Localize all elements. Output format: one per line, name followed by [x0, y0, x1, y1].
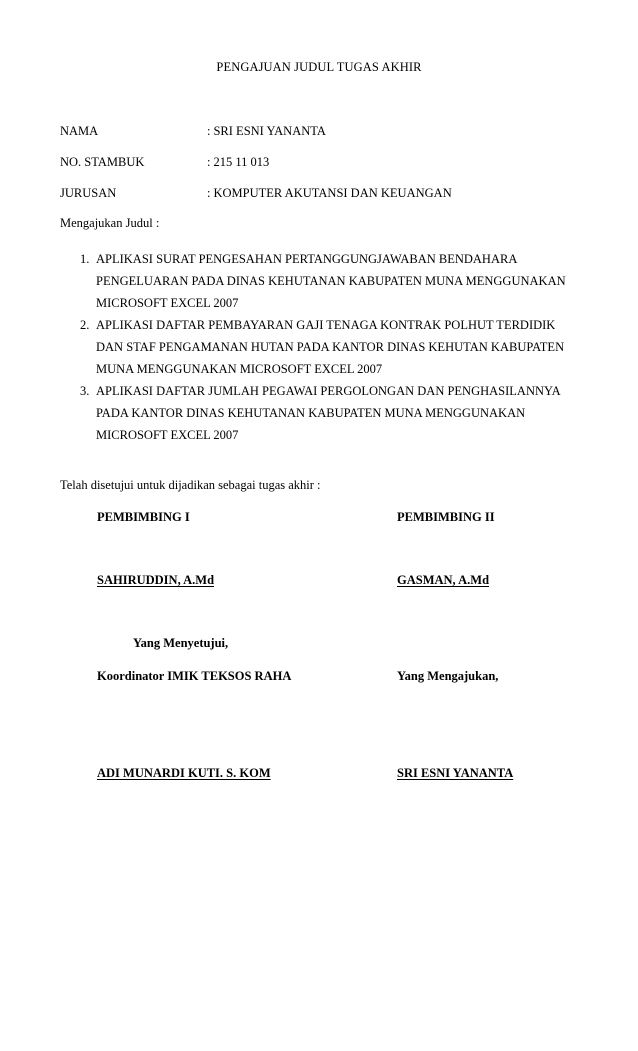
koordinator-name: ADI MUNARDI KUTI. S. KOM [97, 766, 271, 780]
list-line: MICROSOFT EXCEL 2007 [96, 428, 239, 442]
pembimbing-2-name: GASMAN, A.Md [397, 573, 490, 587]
list-item [60, 248, 580, 314]
field-value-nama [207, 124, 326, 139]
list-line: DAN STAF PENGAMANAN HUTAN PADA KANTOR DINAS KEHUTAN KABUPATEN [96, 340, 565, 354]
list-line: MICROSOFT EXCEL 2007 [96, 296, 239, 310]
pembimbing-1-role: PEMBIMBING I [97, 510, 190, 524]
koordinator-role: Koordinator IMIK TEKSOS RAHA [97, 669, 292, 683]
approval-text: Telah disetujui untuk dijadikan sebagai tugas akhir : [60, 478, 321, 492]
colon: : [207, 124, 211, 138]
approver-heading: Yang Menyetujui, [133, 636, 229, 650]
field-value-text: 215 11 013 [213, 155, 270, 169]
list-number: 3. [80, 384, 90, 398]
list-line: PADA KANTOR DINAS KEHUTANAN KABUPATEN MUNA MENGGUNAKAN [96, 406, 526, 420]
applicant-role: Yang Mengajukan, [397, 669, 499, 683]
list-line: MUNA MENGGUNAKAN MICROSOFT EXCEL 2007 [96, 362, 383, 376]
list-number: 1. [80, 252, 90, 266]
list-item [60, 314, 580, 380]
field-value-text: KOMPUTER AKUTANSI DAN KEUANGAN [213, 186, 452, 200]
pembimbing-2-role: PEMBIMBING II [397, 510, 495, 524]
colon: : [207, 186, 211, 200]
field-label-stambuk: NO. STAMBUK [60, 155, 145, 169]
field-label-nama: NAMA [60, 124, 99, 138]
title-list [60, 248, 580, 446]
intro-text: Mengajukan Judul : [60, 216, 160, 230]
field-value-text: SRI ESNI YANANTA [213, 124, 326, 138]
list-line: APLIKASI DAFTAR JUMLAH PEGAWAI PERGOLONGAN DAN PENGHASILANNYA [96, 384, 561, 398]
field-label-jurusan: JURUSAN [60, 186, 117, 200]
document-title: PENGAJUAN JUDUL TUGAS AKHIR [216, 60, 422, 74]
field-value-stambuk [207, 155, 269, 170]
applicant-name: SRI ESNI YANANTA [397, 766, 514, 780]
list-line: APLIKASI SURAT PENGESAHAN PERTANGGUNGJAWABAN BENDAHARA [96, 252, 518, 266]
pembimbing-1-name: SAHIRUDDIN, A.Md [97, 573, 215, 587]
list-number: 2. [80, 318, 90, 332]
colon: : [207, 155, 211, 169]
list-item [60, 380, 580, 446]
field-value-jurusan [207, 186, 452, 201]
list-line: APLIKASI DAFTAR PEMBAYARAN GAJI TENAGA KONTRAK POLHUT TERDIDIK [96, 318, 556, 332]
list-line: PENGELUARAN PADA DINAS KEHUTANAN KABUPATEN MUNA MENGGUNAKAN [96, 274, 566, 288]
